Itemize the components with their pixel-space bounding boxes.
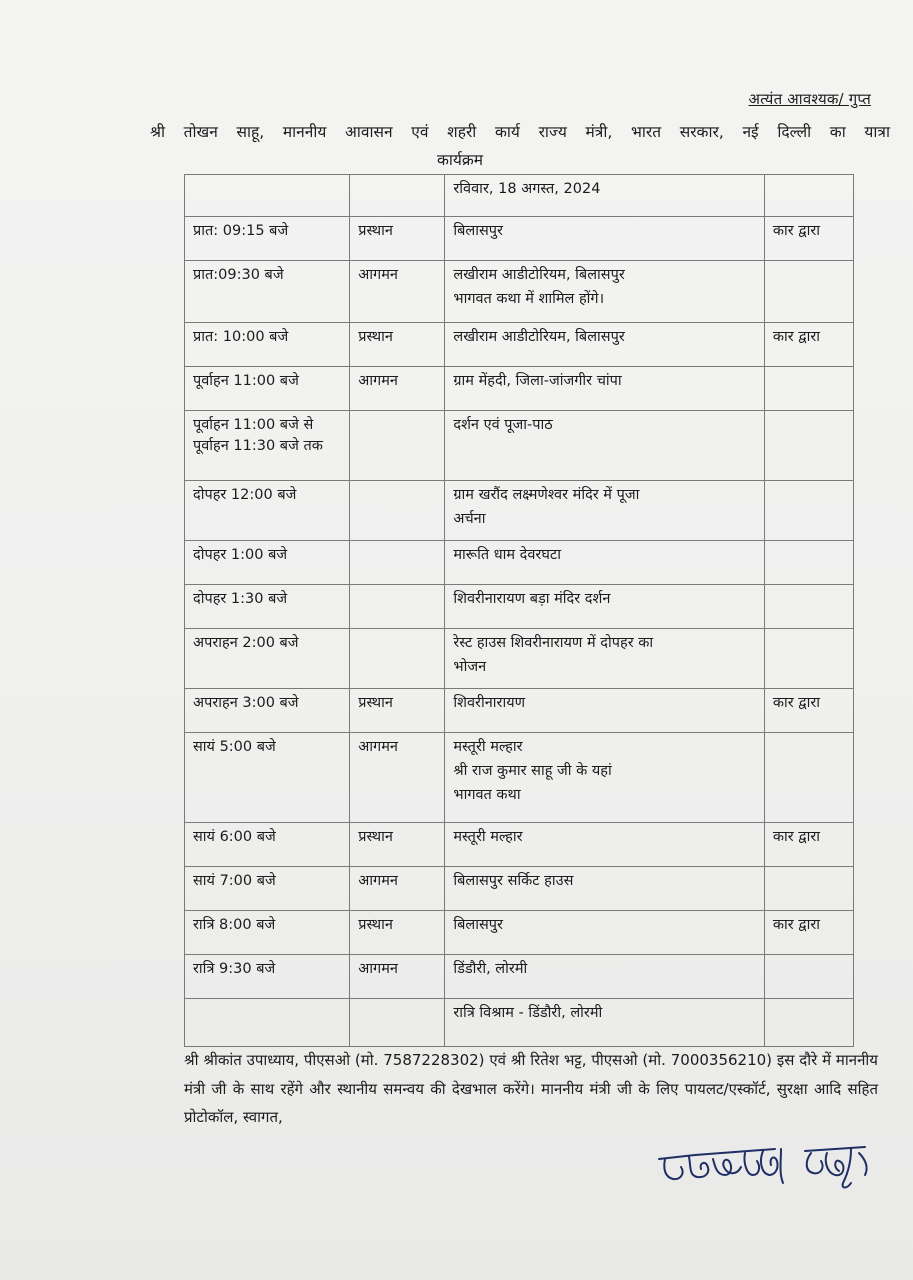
place-cell (445, 481, 764, 541)
place-text: बिलासपुर (453, 223, 503, 239)
mode-cell: कार द्वारा (764, 823, 853, 867)
place-cell (445, 629, 764, 689)
place-cell (445, 689, 764, 733)
place-cell (445, 217, 764, 261)
mode-cell (764, 733, 853, 823)
table-row (185, 955, 854, 999)
action-cell (350, 541, 445, 585)
table-cell (764, 999, 853, 1047)
place-cell (445, 261, 764, 323)
table-row (185, 261, 854, 323)
place-cell (445, 733, 764, 823)
action-cell (350, 411, 445, 481)
time-cell: दोपहर 1:30 बजे (185, 585, 350, 629)
place-text: ग्राम मेंहदी, जिला-जांजगीर चांपा (453, 373, 622, 389)
place-detail: भागवत कथा (453, 787, 521, 803)
time-cell: प्रात: 09:15 बजे (185, 217, 350, 261)
place-text: मस्तूरी मल्हार (453, 829, 523, 845)
mode-cell (764, 867, 853, 911)
place-detail: भोजन (453, 659, 487, 675)
action-cell: आगमन (350, 867, 445, 911)
mode-cell: कार द्वारा (764, 323, 853, 367)
action-cell: आगमन (350, 733, 445, 823)
time-cell: अपराहन 2:00 बजे (185, 629, 350, 689)
table-row (185, 217, 854, 261)
place-text: रेस्ट हाउस शिवरीनारायण में दोपहर का (453, 635, 654, 651)
place-text: लखीराम आडीटोरियम, बिलासपुर (453, 329, 625, 345)
place-text: शिवरीनारायण बड़ा मंदिर दर्शन (453, 591, 611, 607)
mode-cell (764, 367, 853, 411)
mode-cell (764, 955, 853, 999)
action-cell: प्रस्थान (350, 323, 445, 367)
mode-cell (764, 629, 853, 689)
action-cell (350, 481, 445, 541)
schedule-table (184, 174, 854, 1047)
night-rest-cell: रात्रि विश्राम - डिंडौरी, लोरमी (445, 999, 764, 1047)
table-row (185, 411, 854, 481)
table-cell (350, 175, 445, 217)
time-cell: पूर्वाहन 11:00 बजे से पूर्वाहन 11:30 बजे तक (185, 411, 350, 481)
place-cell (445, 323, 764, 367)
mode-cell (764, 481, 853, 541)
table-row (185, 689, 854, 733)
table-row (185, 481, 854, 541)
heading-line-1: श्री तोखन साहू, माननीय आवासन एवं शहरी कार्य राज्य मंत्री, भारत सरकार, नई दिल्ली का यात्रा (150, 123, 890, 141)
heading-line-2: कार्यक्रम (436, 151, 484, 169)
time-cell: सायं 5:00 बजे (185, 733, 350, 823)
mode-cell: कार द्वारा (764, 911, 853, 955)
table-row (185, 629, 854, 689)
action-cell: प्रस्थान (350, 689, 445, 733)
table-cell (185, 999, 350, 1047)
table-row (185, 867, 854, 911)
place-cell (445, 867, 764, 911)
mode-cell: कार द्वारा (764, 217, 853, 261)
place-cell (445, 541, 764, 585)
table-row (185, 911, 854, 955)
place-text: बिलासपुर सर्किट हाउस (453, 873, 574, 889)
action-cell: आगमन (350, 367, 445, 411)
time-cell: प्रात:09:30 बजे (185, 261, 350, 323)
mode-cell (764, 541, 853, 585)
action-cell: आगमन (350, 955, 445, 999)
place-detail: श्री राज कुमार साहू जी के यहां (453, 763, 612, 779)
handwritten-signature (655, 1145, 910, 1195)
table-row (185, 585, 854, 629)
document-heading (150, 118, 890, 174)
table-cell (764, 175, 853, 217)
action-cell: प्रस्थान (350, 217, 445, 261)
time-cell: अपराहन 3:00 बजे (185, 689, 350, 733)
time-cell: दोपहर 12:00 बजे (185, 481, 350, 541)
mode-cell (764, 261, 853, 323)
place-cell (445, 585, 764, 629)
place-text: ग्राम खरौंद लक्ष्मणेश्वर मंदिर में पूजा (453, 487, 640, 503)
table-row-night-rest (185, 999, 854, 1047)
place-text: डिंडौरी, लोरमी (453, 961, 528, 977)
place-cell (445, 823, 764, 867)
time-cell: रात्रि 8:00 बजे (185, 911, 350, 955)
footer-paragraph: श्री श्रीकांत उपाध्याय, पीएसओ (मो. 7587228302) एवं श्री रितेश भट्ट, पीएसओ (मो. 7000356210) इस दौरे में माननीय मंत्री जी के साथ रहेंगे और स्थानीय समन्वय की देखभाल करेंगे। माननीय मंत्री जी के लिए पायलट/एस्कॉर्ट, सुरक्षा आदि सहित प्रोटोकॉल, स्वागत, (184, 1051, 878, 1126)
table-row (185, 541, 854, 585)
table-row (185, 367, 854, 411)
place-text: दर्शन एवं पूजा-पाठ (453, 417, 553, 433)
mode-cell: कार द्वारा (764, 689, 853, 733)
place-text: बिलासपुर (453, 917, 503, 933)
action-cell (350, 585, 445, 629)
schedule-date: रविवार, 18 अगस्त, 2024 (445, 175, 764, 217)
action-cell (350, 629, 445, 689)
place-text: शिवरीनारायण (453, 695, 526, 711)
action-cell: प्रस्थान (350, 823, 445, 867)
place-text: लखीराम आडीटोरियम, बिलासपुर (453, 267, 625, 283)
time-cell: रात्रि 9:30 बजे (185, 955, 350, 999)
table-cell (185, 175, 350, 217)
table-row (185, 733, 854, 823)
time-cell: सायं 6:00 बजे (185, 823, 350, 867)
place-text: मारूति धाम देवरघटा (453, 547, 561, 563)
table-row-date (185, 175, 854, 217)
mode-cell (764, 585, 853, 629)
place-cell (445, 411, 764, 481)
place-cell (445, 955, 764, 999)
place-text: मस्तूरी मल्हार (453, 739, 523, 755)
table-row (185, 823, 854, 867)
time-cell: पूर्वाहन 11:00 बजे (185, 367, 350, 411)
time-cell: प्रात: 10:00 बजे (185, 323, 350, 367)
classification-label: अत्यंत आवश्यक/ गुप्त (748, 90, 871, 108)
table-row (185, 323, 854, 367)
place-detail: भागवत कथा में शामिल होंगे। (453, 291, 605, 307)
action-cell: आगमन (350, 261, 445, 323)
time-cell: दोपहर 1:00 बजे (185, 541, 350, 585)
place-cell (445, 367, 764, 411)
action-cell: प्रस्थान (350, 911, 445, 955)
mode-cell (764, 411, 853, 481)
place-cell (445, 911, 764, 955)
time-cell: सायं 7:00 बजे (185, 867, 350, 911)
table-cell (350, 999, 445, 1047)
place-detail: अर्चना (453, 511, 486, 527)
